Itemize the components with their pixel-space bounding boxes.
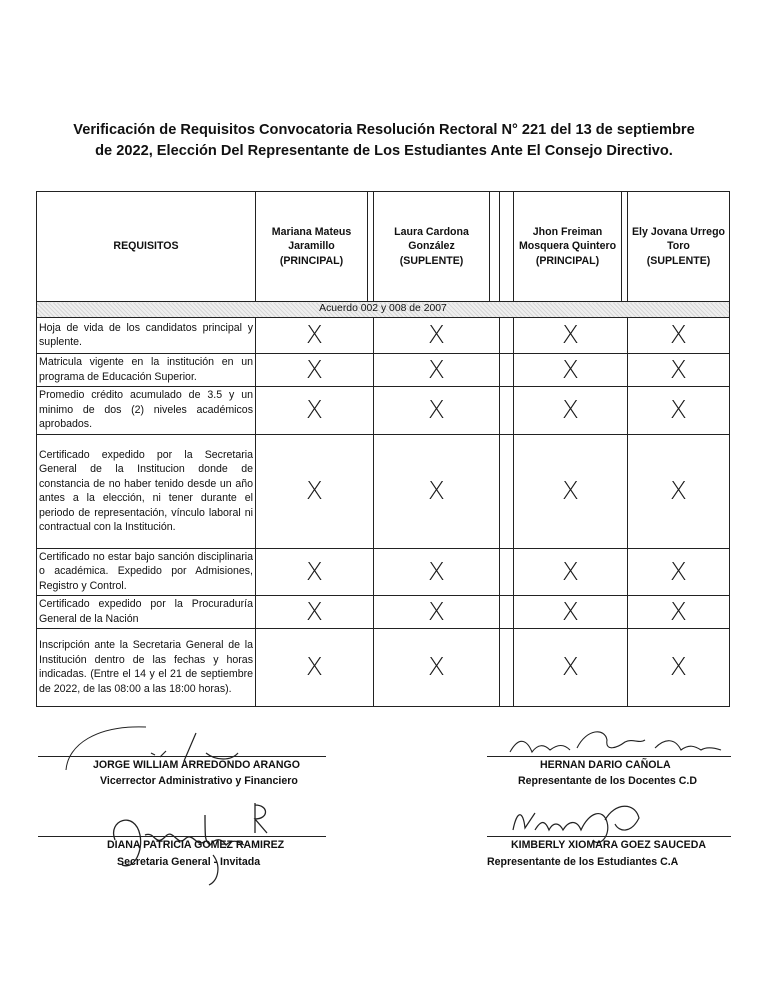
check-cell [628, 386, 730, 434]
check-mark: X [561, 596, 580, 626]
check-cell [256, 434, 374, 548]
requirement-text: Certificado no estar bajo sanción disciplinaria o académica. Expedido por Admisiones, Registro y Control. [37, 548, 256, 595]
header-candidate-1 [256, 192, 368, 302]
check-mark: X [305, 476, 324, 506]
check-mark: X [561, 354, 580, 384]
signer-3-name: DIANA PATRICIA GOMEZ RAMIREZ [107, 839, 285, 851]
signature-line-1 [38, 756, 326, 757]
check-cell [514, 434, 628, 548]
check-mark: X [305, 320, 324, 350]
column-spacer [500, 628, 514, 706]
check-mark: X [427, 652, 446, 682]
header-candidate-3 [514, 192, 622, 302]
requirements-table [36, 191, 730, 707]
column-spacer [500, 353, 514, 386]
table-row [37, 386, 730, 434]
check-cell [374, 548, 500, 595]
check-mark: X [669, 320, 688, 350]
check-mark: X [427, 395, 446, 425]
check-mark: X [669, 652, 688, 682]
check-mark: X [669, 596, 688, 626]
check-cell [374, 317, 500, 353]
table-row [37, 434, 730, 548]
check-cell [374, 386, 500, 434]
check-mark: X [305, 596, 324, 626]
check-mark: X [305, 652, 324, 682]
signature-line-2 [487, 756, 731, 757]
check-cell [628, 317, 730, 353]
candidate-name: Mariana Mateus Jaramillo [271, 225, 352, 253]
check-cell [628, 548, 730, 595]
check-cell [256, 317, 374, 353]
check-cell [628, 628, 730, 706]
column-spacer [500, 434, 514, 548]
signature-line-4 [487, 836, 731, 837]
group-label: Acuerdo 002 y 008 de 2007 [37, 302, 730, 318]
document-title [30, 120, 738, 162]
check-cell [256, 386, 374, 434]
header-requisitos: REQUISITOS [37, 192, 256, 302]
check-cell [256, 353, 374, 386]
column-spacer [500, 192, 514, 302]
check-mark: X [305, 354, 324, 384]
check-cell [514, 595, 628, 628]
check-cell [628, 434, 730, 548]
header-row [37, 192, 730, 302]
check-mark: X [561, 476, 580, 506]
requirement-text: Certificado expedido por la Procuraduría General de la Nación [37, 595, 256, 628]
signer-4-role: Representante de los Estudiantes C.A [487, 856, 679, 868]
check-mark: X [669, 556, 688, 586]
check-mark: X [427, 354, 446, 384]
table-row [37, 317, 730, 353]
signer-2-role: Representante de los Docentes C.D [518, 775, 697, 787]
candidate-name: Laura Cardona González [394, 225, 469, 253]
check-cell [374, 595, 500, 628]
check-mark: X [427, 596, 446, 626]
candidate-name: Ely Jovana Urrego Toro [631, 225, 726, 253]
table-row [37, 595, 730, 628]
requirement-text: Hoja de vida de los candidatos principal y suplente. [37, 317, 256, 353]
check-cell [628, 595, 730, 628]
check-cell [374, 353, 500, 386]
signer-1-name: JORGE WILLIAM ARREDONDO ARANGO [93, 759, 300, 771]
check-mark: X [669, 476, 688, 506]
column-spacer [490, 192, 500, 302]
signer-1-role: Vicerrector Administrativo y Financiero [100, 775, 298, 787]
requirement-text: Promedio crédito acumulado de 3.5 y un minimo de dos (2) niveles académicos aprobados. [37, 386, 256, 434]
check-cell [514, 353, 628, 386]
candidate-role: (SUPLENTE) [646, 254, 711, 267]
check-cell [256, 595, 374, 628]
candidate-role: (SUPLENTE) [399, 254, 464, 267]
check-cell [514, 386, 628, 434]
column-spacer [500, 317, 514, 353]
table-row [37, 628, 730, 706]
check-cell [256, 628, 374, 706]
check-mark: X [427, 476, 446, 506]
check-mark: X [561, 652, 580, 682]
signer-2-name: HERNAN DARIO CAÑOLA [540, 759, 671, 771]
check-mark: X [427, 556, 446, 586]
candidate-role: (PRINCIPAL) [279, 254, 344, 267]
requirement-text: Certificado expedido por la Secretaria General de la Institucion donde de constancia de no haber tenido desde un año antes a la elección, ni tener durante el periodo de representación, vínculo laboral ni contractual con la Institución. [37, 434, 256, 548]
check-cell [256, 548, 374, 595]
title-line-1: Verificación de Requisitos Convocatoria Resolución Rectoral N° 221 del 13 de septiembre [73, 122, 695, 138]
column-spacer [500, 548, 514, 595]
table-row [37, 353, 730, 386]
check-mark: X [305, 395, 324, 425]
title-line-2: de 2022, Elección Del Representante de Los Estudiantes Ante El Consejo Directivo. [95, 143, 673, 159]
check-cell [514, 628, 628, 706]
check-cell [514, 548, 628, 595]
candidate-name: Jhon Freiman Mosquera Quintero [518, 225, 617, 253]
check-mark: X [669, 395, 688, 425]
requirement-text: Inscripción ante la Secretaria General de la Institución dentro de las fechas y horas indicadas. (Entre el 14 y el 21 de septiembre de 2022, de las 08:00 a las 18:00 horas). [37, 628, 256, 706]
check-mark: X [427, 320, 446, 350]
header-candidate-4 [628, 192, 730, 302]
check-mark: X [561, 556, 580, 586]
check-mark: X [561, 320, 580, 350]
check-mark: X [669, 354, 688, 384]
check-cell [514, 317, 628, 353]
check-cell [374, 434, 500, 548]
check-cell [628, 353, 730, 386]
candidate-role: (PRINCIPAL) [535, 254, 600, 267]
group-row [37, 302, 730, 318]
signer-4-name: KIMBERLY XIOMARA GOEZ SAUCEDA [511, 839, 707, 851]
column-spacer [500, 595, 514, 628]
signature-line-3 [38, 836, 326, 837]
check-mark: X [561, 395, 580, 425]
column-spacer [500, 386, 514, 434]
requirements-body [37, 317, 730, 706]
table-row [37, 548, 730, 595]
header-candidate-2 [374, 192, 490, 302]
check-cell [374, 628, 500, 706]
check-mark: X [305, 556, 324, 586]
signer-3-role: Secretaria General - Invitada [117, 856, 261, 868]
requirement-text: Matricula vigente en la institución en un programa de Educación Superior. [37, 353, 256, 386]
